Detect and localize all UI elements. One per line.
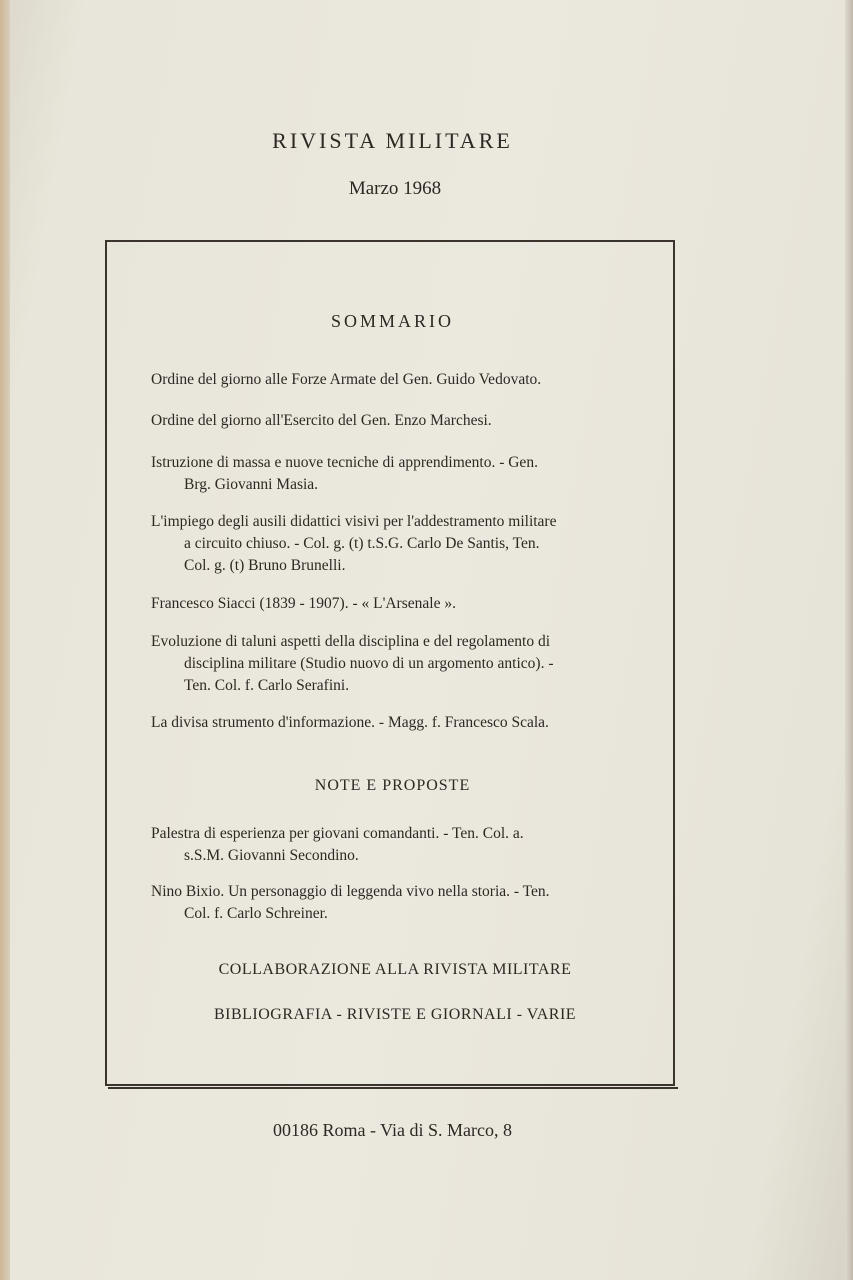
summary-entry (151, 410, 641, 432)
summary-entry (151, 712, 641, 734)
misc-sections-line: BIBLIOGRAFIA - RIVISTE E GIORNALI - VARIE (213, 1006, 577, 1023)
notes-entry (151, 881, 641, 925)
entry-line: L'impiego degli ausili didattici visivi per l'addestramento militare (151, 513, 557, 530)
collaboration-line: COLLABORAZIONE ALLA RIVISTA MILITARE (218, 961, 572, 978)
entry-line: Col. g. (t) Bruno Brunelli. (184, 557, 346, 574)
notes-heading: NOTE E PROPOSTE (314, 777, 471, 794)
summary-entry (151, 511, 641, 577)
publisher-address: 00186 Roma - Via di S. Marco, 8 (272, 1120, 513, 1140)
entry-line: Istruzione di massa e nuove tecniche di apprendimento. - Gen. (151, 454, 538, 471)
box-bottom-rule (108, 1087, 678, 1089)
notes-entry (151, 823, 641, 867)
entry-line: Brg. Giovanni Masia. (184, 476, 319, 493)
journal-title: RIVISTA MILITARE (272, 128, 513, 153)
issue-date: Marzo 1968 (348, 178, 442, 199)
entry-line: disciplina militare (Studio nuovo di un argomento antico). - (184, 655, 554, 672)
entry-line: a circuito chiuso. - Col. g. (t) t.S.G. Carlo De Santis, Ten. (184, 535, 540, 552)
entry-line: Palestra di esperienza per giovani comandanti. - Ten. Col. a. (151, 825, 524, 842)
entry-line: Nino Bixio. Un personaggio di leggenda vivo nella storia. - Ten. (151, 883, 550, 900)
summary-entry (151, 593, 641, 615)
entry-line: Francesco Siacci (1839 - 1907). - « L'Arsenale ». (151, 595, 456, 612)
entry-line: Ordine del giorno all'Esercito del Gen. Enzo Marchesi. (151, 412, 492, 429)
entry-line: Ordine del giorno alle Forze Armate del Gen. Guido Vedovato. (151, 371, 542, 388)
entry-line: Ten. Col. f. Carlo Serafini. (184, 677, 350, 694)
entry-line: s.S.M. Giovanni Secondino. (184, 847, 359, 864)
entry-line: Evoluzione di taluni aspetti della disciplina e del regolamento di (151, 633, 551, 650)
page-edge-right (845, 0, 853, 1280)
entry-line: Col. f. Carlo Schreiner. (184, 905, 328, 922)
summary-heading: SOMMARIO (330, 311, 455, 331)
summary-entry (151, 631, 641, 697)
summary-entry (151, 369, 641, 391)
summary-entry (151, 452, 641, 496)
entry-line: La divisa strumento d'informazione. - Magg. f. Francesco Scala. (151, 714, 549, 731)
